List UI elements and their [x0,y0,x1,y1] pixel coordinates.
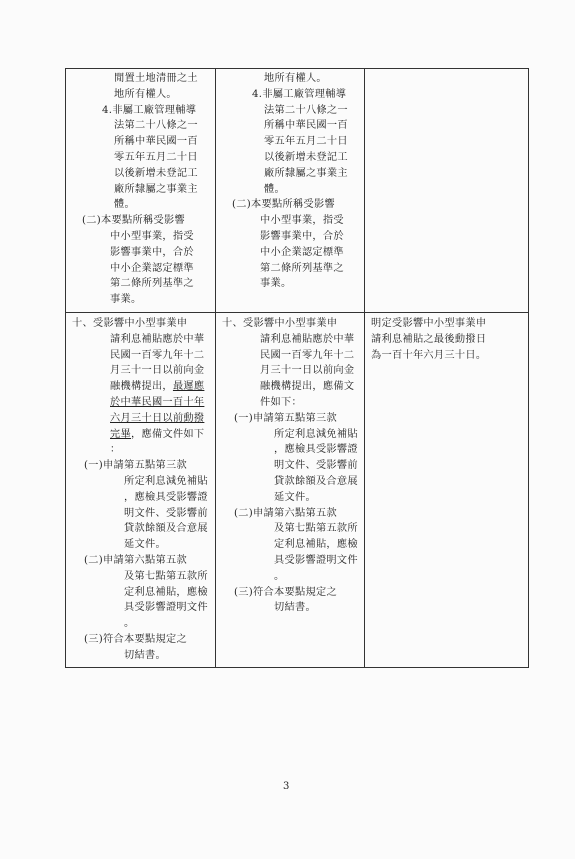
text-line [222,379,360,395]
line-text: 中小型事業，指受 [260,215,344,227]
line-text: 法第二十八條之一 [264,104,348,116]
cell-revised-provision [66,69,216,313]
line-text: (一)申請第五點第三款 [84,460,187,472]
line-text: 定利息補貼，應檢 [274,539,358,551]
cell-explanation [365,69,529,313]
text-line [222,537,360,553]
line-text: 所稱中華民國一百 [264,120,348,132]
line-text: 明定受影響中小型事業申 [371,317,487,329]
line-text: 事業。 [260,278,292,290]
line-text: 十、受影響中小型事業申 [222,317,338,329]
text-line [222,348,360,364]
line-text: 。 [124,618,135,630]
text-line [72,632,211,648]
text-line [72,134,211,150]
text-line [72,411,211,427]
line-text: (一)申請第五點第三款 [234,412,337,424]
line-text: 影響事業中，合於 [260,230,344,242]
text-line [72,537,211,553]
line-text: 為一百十年六月三十日。 [371,349,487,361]
text-line [222,150,360,166]
line-text: 中小企業認定標準 [260,246,344,258]
text-line [72,213,211,229]
text-line [222,506,360,522]
text-line [72,363,211,379]
text-line [222,427,360,443]
line-text: 貸款餘額及合意展 [274,475,358,487]
text-line [72,569,211,585]
table-row [66,69,529,313]
text-line [72,229,211,245]
line-text: 定利息補貼，應檢 [124,586,208,598]
text-line [222,411,360,427]
line-text: 事業。 [110,294,142,306]
text-line [72,276,211,292]
line-text: 明文件、受影響前 [124,507,208,519]
underlined-text: 於中華民國一百十年 [110,396,205,408]
line-text: 第二條所列基準之 [110,278,194,290]
text-line [72,292,211,308]
page-number: 3 [283,781,290,792]
text-line [222,197,360,213]
line-text: 零五年五月二十日 [114,151,198,163]
line-text: 所定利息減免補貼 [124,475,208,487]
text-line [72,474,211,490]
text-line [371,316,524,332]
line-text: 及第七點第五款所 [274,523,358,535]
line-text: 融機構提出， [110,381,173,393]
line-text: ，應檢具受影響證 [274,444,358,456]
text-line [72,71,211,87]
text-line [222,261,360,277]
cell-explanation [365,312,529,668]
text-line [222,442,360,458]
line-text: (二)申請第六點第五款 [234,507,337,519]
text-line [72,316,211,332]
text-line [72,553,211,569]
line-text: ，應檢具受影響證 [124,491,208,503]
line-text: 具受影響證明文件 [124,602,208,614]
text-line [222,585,360,601]
line-text: 請利息補貼之最後動撥日 [371,333,487,345]
line-text: (二)申請第六點第五款 [84,554,187,566]
text-line [222,458,360,474]
line-text: (二)本要點所稱受影響 [82,215,185,227]
text-line [222,490,360,506]
text-line [72,261,211,277]
text-line [72,87,211,103]
cell-current-provision [216,312,365,668]
text-line [222,118,360,134]
line-text: 融機構提出，應備文 [260,381,355,393]
text-line [72,379,211,395]
line-text: 影響事業中，合於 [110,246,194,258]
text-line [72,427,211,443]
text-line [72,585,211,601]
underlined-text: 六月三十日以前動撥 [110,412,205,424]
text-line [222,182,360,198]
cell-current-provision [216,69,365,313]
text-line [222,71,360,87]
line-text: 民國一百零九年十二 [110,349,205,361]
line-text: 以後新增未登記工 [114,167,198,179]
text-line [72,442,211,458]
line-text: 地所有權人。 [114,88,177,100]
text-line [222,213,360,229]
text-line [371,332,524,348]
text-line [72,506,211,522]
text-line [72,245,211,261]
line-text: 切結書。 [124,649,166,661]
line-text: 明文件、受影響前 [274,460,358,472]
line-text: 貸款餘額及合意展 [124,523,208,535]
line-text: 零五年五月二十日 [264,136,348,148]
text-line [72,648,211,664]
text-line [72,332,211,348]
line-text: 4.非屬工廠管理輔導 [102,104,197,116]
text-line [222,166,360,182]
line-text: 廠所隸屬之事業主 [264,167,348,179]
line-text: ，應備文件如下 [130,428,205,440]
line-text: 體。 [264,183,285,195]
text-line [222,553,360,569]
line-text: 法第二十八條之一 [114,120,198,132]
text-line [222,316,360,332]
text-line [72,521,211,537]
text-line [222,363,360,379]
underlined-text: 最遲應 [172,381,205,393]
line-text: 十、受影響中小型事業申 [72,317,188,329]
line-text: 廠所隸屬之事業主 [114,183,198,195]
line-text: (三)符合本要點規定之 [234,586,337,598]
text-line [222,229,360,245]
text-line [222,87,360,103]
line-text: 以後新增未登記工 [264,151,348,163]
line-text: 4.非屬工廠管理輔導 [252,88,347,100]
line-text: 切結書。 [274,602,316,614]
line-text: 。 [274,570,285,582]
line-text: 中小型事業，指受 [110,230,194,242]
line-text: 體。 [114,199,135,211]
line-text: (三)符合本要點規定之 [84,633,187,645]
cell-revised-provision [66,312,216,668]
line-text: (二)本要點所稱受影響 [232,199,335,211]
text-line [72,395,211,411]
line-text: 第二條所列基準之 [260,262,344,274]
text-line [72,348,211,364]
line-text: 及第七點第五款所 [124,570,208,582]
text-line [72,600,211,616]
line-text: 地所有權人。 [264,73,327,84]
table-row [66,312,529,668]
text-line [222,521,360,537]
text-line [72,182,211,198]
line-text: 請利息補貼應於中華 [110,333,205,345]
text-line [371,348,524,364]
text-line [72,490,211,506]
line-text: 件如下： [260,396,302,408]
underlined-text: 完畢 [110,428,131,440]
text-line [222,600,360,616]
text-line [222,134,360,150]
text-line [222,103,360,119]
line-text: ： [110,444,121,456]
text-line [72,616,211,632]
comparison-table [65,68,529,668]
text-line [72,103,211,119]
line-text: 月三十一日以前向金 [110,365,205,377]
text-line [72,150,211,166]
line-text: 所定利息減免補貼 [274,428,358,440]
text-line [72,458,211,474]
line-text: 延文件。 [274,491,316,503]
text-line [222,474,360,490]
line-text: 具受影響證明文件 [274,554,358,566]
text-line [72,118,211,134]
text-line [222,245,360,261]
line-text: 所稱中華民國一百 [114,136,198,148]
text-line [222,395,360,411]
line-text: 閒置土地清冊之土 [114,73,198,84]
text-line [222,276,360,292]
line-text: 中小企業認定標準 [110,262,194,274]
line-text: 請利息補貼應於中華 [260,333,355,345]
line-text: 月三十一日以前向金 [260,365,355,377]
text-line [72,166,211,182]
text-line [72,197,211,213]
text-line [222,569,360,585]
line-text: 民國一百零九年十二 [260,349,355,361]
line-text: 延文件。 [124,539,166,551]
text-line [222,332,360,348]
